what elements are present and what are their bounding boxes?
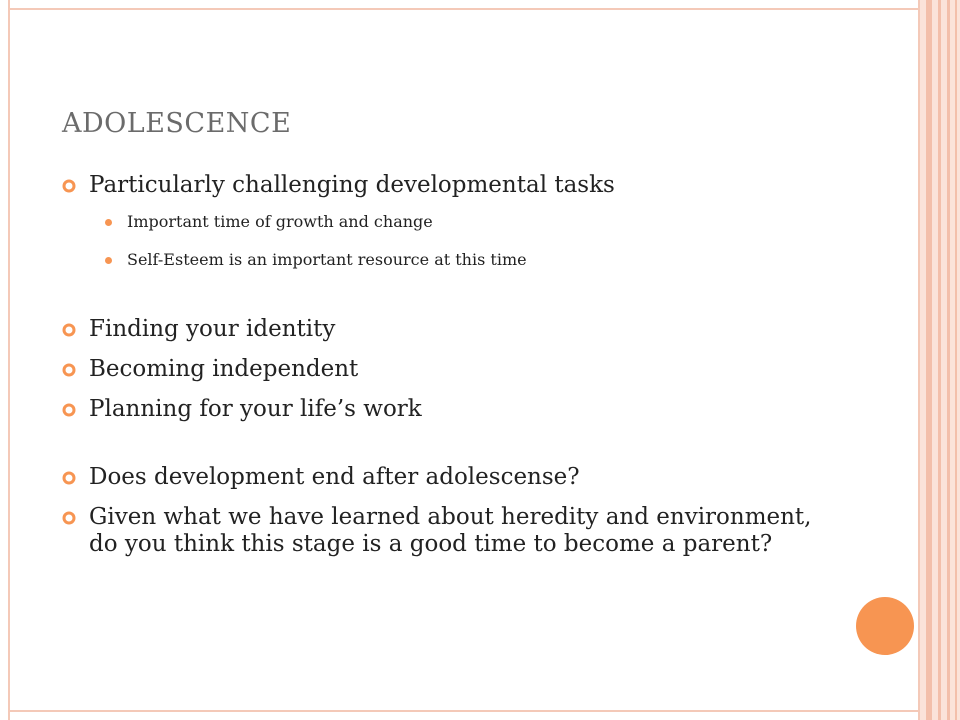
stripe [926, 0, 932, 720]
stripe [955, 0, 957, 720]
decorative-circle [856, 597, 914, 655]
bullet-text: Becoming independent [89, 356, 359, 382]
ring-bullet-icon [62, 363, 76, 377]
dot-bullet-icon [105, 219, 112, 226]
ring-bullet-icon [62, 323, 76, 337]
sub-bullet-item [105, 212, 842, 232]
stripe [947, 0, 950, 720]
bullet-text: Finding your identity [89, 316, 336, 342]
bullet-item [62, 464, 842, 491]
bullet-text: Planning for your life’s work [89, 396, 422, 422]
ring-bullet-icon [62, 511, 76, 525]
frame-bottom-line [8, 710, 920, 712]
bullet-item [62, 356, 842, 383]
sub-bullet-item [105, 250, 842, 270]
frame-top-line [8, 8, 920, 10]
bullet-item [62, 316, 842, 343]
bullet-item [62, 396, 842, 423]
slide-title: ADOLESCENCE [62, 108, 292, 139]
bullet-item [62, 504, 842, 558]
bullet-list [62, 172, 842, 571]
stripe [938, 0, 941, 720]
bullet-text: Given what we have learned about heredity and environment, do you think this stage is a good time to become a parent? [89, 504, 812, 557]
ring-bullet-icon [62, 471, 76, 485]
bullet-text: Particularly challenging developmental tasks [89, 172, 615, 198]
spacer [62, 436, 842, 464]
sub-bullet-text: Self-Esteem is an important resource at this time [127, 250, 527, 269]
right-decorative-stripes [920, 0, 960, 720]
sub-bullet-text: Important time of growth and change [127, 212, 433, 231]
bullet-item [62, 172, 842, 199]
ring-bullet-icon [62, 403, 76, 417]
frame-left-line [8, 0, 10, 720]
dot-bullet-icon [105, 257, 112, 264]
spacer [62, 288, 842, 316]
ring-bullet-icon [62, 179, 76, 193]
bullet-text: Does development end after adolescense? [89, 464, 580, 490]
